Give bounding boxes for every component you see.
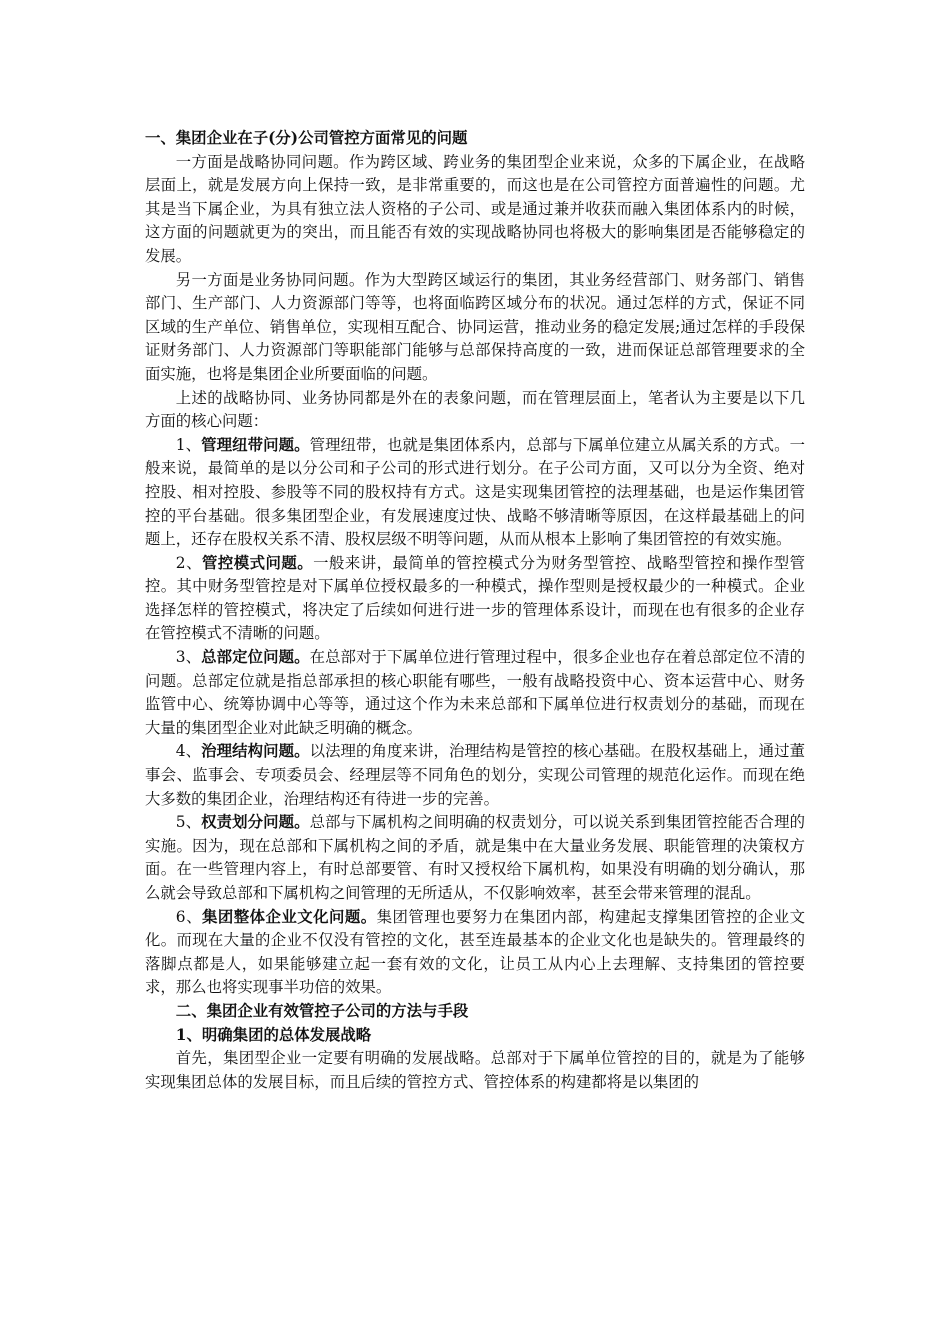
- issue-text: 管理纽带，也就是集团体系内，总部与下属单位建立从属关系的方式。一般来说，最简单的是以分公司和子公司的形式进行划分。在子公司方面，又可以分为全资、绝对控股、相对控股、参股等不同的股权持有方式。这是实现集团管控的法理基础，也是运作集团管控的平台基础。很多集团型企业，有发展速度过快、战略不够清晰等原因，在这样最基础上的问题上，还存在股权关系不清、股权层级不明等问题，从而从根本上影响了集团管控的有效实施。: [145, 435, 805, 549]
- issue-item-3: [145, 646, 805, 740]
- paragraph-development-strategy: 首先，集团型企业一定要有明确的发展战略。总部对于下属单位管控的目的，就是为了能够实现集团总体的发展目标，而且后续的管控方式、管控体系的构建都将是以集团的: [145, 1049, 805, 1091]
- issue-text: 集团管理也要努力在集团内部，构建起支撑集团管控的企业文化。而现在大量的企业不仅没有管控的文化，甚至连最基本的企业文化也是缺失的。管理最终的落脚点都是人，如果能够建立起一套有效的文化，让员工从内心上去理解、支持集团的管控要求，那么也将实现事半功倍的效果。: [145, 907, 805, 997]
- issue-title: 权责划分问题。: [201, 813, 310, 832]
- paragraph-strategy: 一方面是战略协同问题。作为跨区域、跨业务的集团型企业来说，众多的下属企业，在战略层面上，就是发展方向上保持一致，是非常重要的，而这也是在公司管控方面普遍性的问题。尤其是当下属企业，为具有独立法人资格的子公司、或是通过兼并收获而融入集团体系内的时候，这方面的问题就更为的突出，而且能否有效的实现战略协同也将极大的影响集团是否能够稳定的发展。: [145, 152, 805, 265]
- issue-item-2: [145, 552, 805, 646]
- paragraph-core-issues: 上述的战略协同、业务协同都是外在的表象问题，而在管理层面上，笔者认为主要是以下几方面的核心问题：: [145, 388, 805, 431]
- paragraph-business: 另一方面是业务协同问题。作为大型跨区域运行的集团，其业务经营部门、财务部门、销售部门、生产部门、人力资源部门等等，也将面临跨区域分布的状况。通过怎样的方式，保证不同区域的生产单位、销售单位，实现相互配合、协同运营，推动业务的稳定发展;通过怎样的手段保证财务部门、人力资源部门等职能部门能够与总部保持高度的一致，进而保证总部管理要求的全面实施，也将是集团企业所要面临的问题。: [145, 270, 805, 383]
- issue-title: 管控模式问题。: [201, 553, 314, 572]
- issue-title: 总部定位问题。: [201, 648, 310, 667]
- issue-number: 2、: [175, 553, 202, 572]
- section-heading-1: 一、集团企业在子(分)公司管控方面常见的问题: [145, 129, 468, 147]
- issue-title: 管理纽带问题。: [201, 435, 310, 454]
- issue-title: 集团整体企业文化问题。: [201, 907, 377, 926]
- issue-item-4: [145, 740, 805, 811]
- issue-text: 总部与下属机构之间明确的权责划分，可以说关系到集团管控能否合理的实施。因为，现在总部和下属机构之间的矛盾，就是集中在大量业务发展、职能管理的决策权方面。在一些管理内容上，有时总部要管、有时又授权给下属机构，如果没有明确的划分确认，那么就会导致总部和下属机构之间管理的无所适从，不仅影响效率，甚至会带来管理的混乱。: [145, 813, 805, 902]
- issue-number: 6、: [175, 907, 202, 926]
- section-heading-2: 二、集团企业有效管控子公司的方法与手段: [175, 1001, 469, 1020]
- issue-number: 3、: [175, 648, 202, 667]
- issue-text: 在总部对于下属单位进行管理过程中，很多企业也存在着总部定位不清的问题。总部定位就是指总部承担的核心职能有哪些，一般有战略投资中心、资本运营中心、财务监管中心、统筹协调中心等等，通过这个作为未来总部和下属单位进行权责划分的基础，而现在大量的集团型企业对此缺乏明确的概念。: [145, 648, 805, 737]
- issue-item-5: [145, 811, 805, 905]
- issue-title: 治理结构问题。: [201, 742, 310, 761]
- issue-item-1: [145, 434, 805, 552]
- issue-text: 一般来讲，最简单的管控模式分为财务型管控、战略型管控和操作型管控。其中财务型管控是对下属单位授权最多的一种模式，操作型则是授权最少的一种模式。企业选择怎样的管控模式，将决定了后续如何进行进一步的管理体系设计，而现在也有很多的企业存在管控模式不清晰的问题。: [145, 553, 805, 643]
- issue-number: 4、: [175, 742, 202, 761]
- document-page: [145, 127, 805, 1094]
- issue-item-6: [145, 906, 805, 1000]
- issue-number: 1、: [175, 435, 202, 454]
- subsection-heading-2-1: 1、明确集团的总体发展战略: [175, 1025, 372, 1044]
- issue-number: 5、: [175, 813, 202, 832]
- issue-text: 以法理的角度来讲，治理结构是管控的核心基础。在股权基础上，通过董事会、监事会、专项委员会、经理层等不同角色的划分，实现公司管理的规范化运作。而现在绝大多数的集团企业，治理结构还有待进一步的完善。: [145, 742, 805, 808]
